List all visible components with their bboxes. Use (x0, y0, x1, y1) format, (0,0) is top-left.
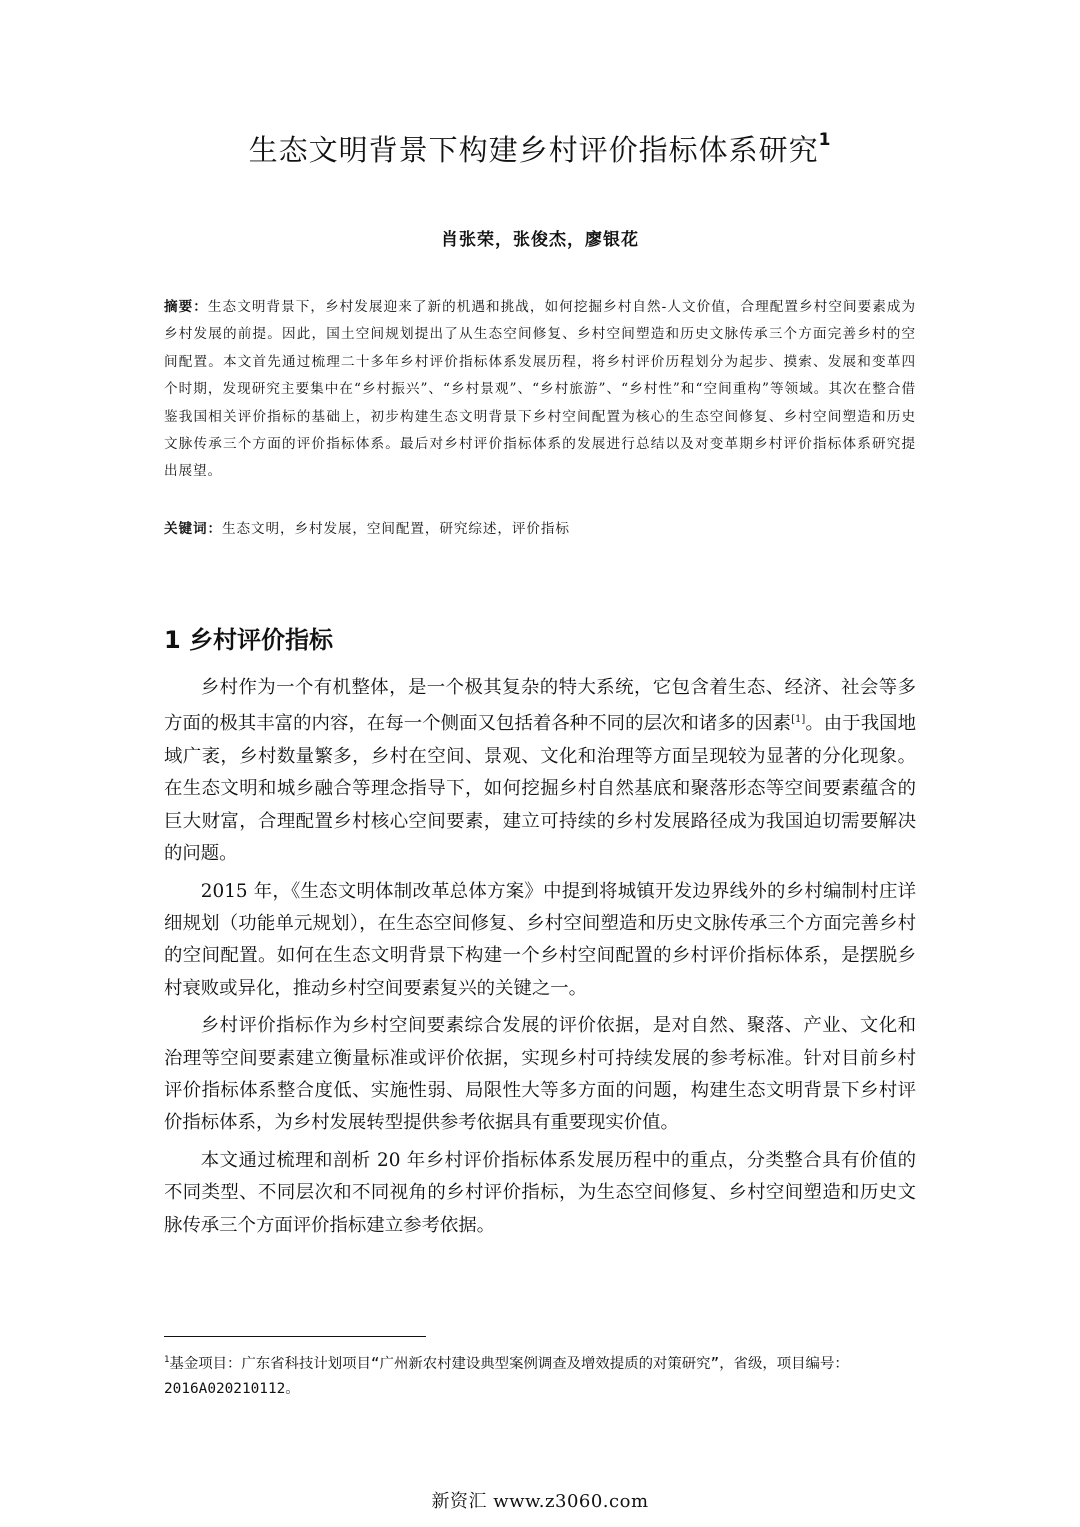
footnote (164, 1348, 916, 1402)
abstract-block (164, 294, 916, 486)
abstract-text: 生态文明背景下，乡村发展迎来了新的机遇和挑战，如何挖掘乡村自然-人文价值，合理配置乡村空间要素成为乡村发展的前提。因此，国土空间规划提出了从生态空间修复、乡村空间塑造和历史文脉传承三个方面完善乡村的空间配置。本文首先通过梳理二十多年乡村评价指标体系发展历程，将乡村评价历程划分为起步、摸索、发展和变革四个时期，发现研究主要集中在“乡村振兴”、“乡村景观”、“乡村旅游”、“乡村性”和“空间重构”等领域。其次在整合借鉴我国相关评价指标的基础上，初步构建生态文明背景下乡村空间配置为核心的生态空间修复、乡村空间塑造和历史文脉传承三个方面的评价指标体系。最后对乡村评价指标体系的发展进行总结以及对变革期乡村评价指标体系研究提出展望。 (164, 299, 916, 480)
footnote-text: 基金项目：广东省科技计划项目“广州新农村建设典型案例调查及增效提质的对策研究”，省级，项目编号：2016A020210112。 (164, 1355, 849, 1397)
paragraph-2: 2015 年，《生态文明体制改革总体方案》中提到将城镇开发边界线外的乡村编制村庄详细规划（功能单元规划），在生态空间修复、乡村空间塑造和历史文脉传承三个方面完善乡村的空间配置。如何在生态文明背景下构建一个乡村空间配置的乡村评价指标体系，是摆脱乡村衰败或异化，推动乡村空间要素复兴的关键之一。 (164, 880, 916, 999)
keywords-text: 生态文明，乡村发展，空间配置，研究综述，评价指标 (221, 521, 570, 537)
paragraph-1-rest: 。由于我国地域广袤，乡村数量繁多，乡村在空间、景观、文化和治理等方面呈现较为显著的分化现象。在生态文明和城乡融合等理念指导下，如何挖掘乡村自然基底和聚落形态等空间要素蕴含的巨大财富，合理配置乡村核心空间要素，建立可持续的乡村发展路径成为我国迫切需要解决的问题。 (164, 713, 916, 865)
title-footnote-mark: 1 (818, 130, 832, 151)
paper-title (0, 128, 1080, 169)
footnote-mark: 1 (164, 1355, 170, 1365)
footnote-divider (164, 1336, 426, 1337)
body-text (164, 672, 916, 1247)
paragraph-3: 乡村评价指标作为乡村空间要素综合发展的评价依据，是对自然、聚落、产业、文化和治理等空间要素建立衡量标准或评价依据，实现乡村可持续发展的参考标准。针对目前乡村评价指标体系整合度低、实施性弱、局限性大等多方面的问题，构建生态文明背景下乡村评价指标体系，为乡村发展转型提供参考依据具有重要现实价值。 (164, 1015, 916, 1134)
watermark: 新资汇 www.z3060.com (431, 1491, 649, 1512)
abstract-label: 摘要： (164, 299, 208, 315)
paragraph-1 (164, 672, 916, 871)
paper-title-text: 生态文明背景下构建乡村评价指标体系研究 (248, 133, 819, 167)
keywords-block (164, 517, 916, 537)
section-heading: 1 乡村评价指标 (164, 626, 334, 654)
keywords-label: 关键词： (164, 521, 222, 537)
paragraph-1-main: 乡村作为一个有机整体，是一个极其复杂的特大系统，它包含着生态、经济、社会等多方面的极其丰富的内容，在每一个侧面又包括着各种不同的层次和诸多的因素 (164, 677, 916, 735)
author-list: 肖张荣，张俊杰，廖银花 (441, 230, 639, 250)
citation-ref: [1] (791, 714, 806, 726)
paragraph-4: 本文通过梳理和剖析 20 年乡村评价指标体系发展历程中的重点，分类整合具有价值的不同类型、不同层次和不同视角的乡村评价指标，为生态空间修复、乡村空间塑造和历史文脉传承三个方面评价指标建立参考依据。 (164, 1149, 916, 1236)
